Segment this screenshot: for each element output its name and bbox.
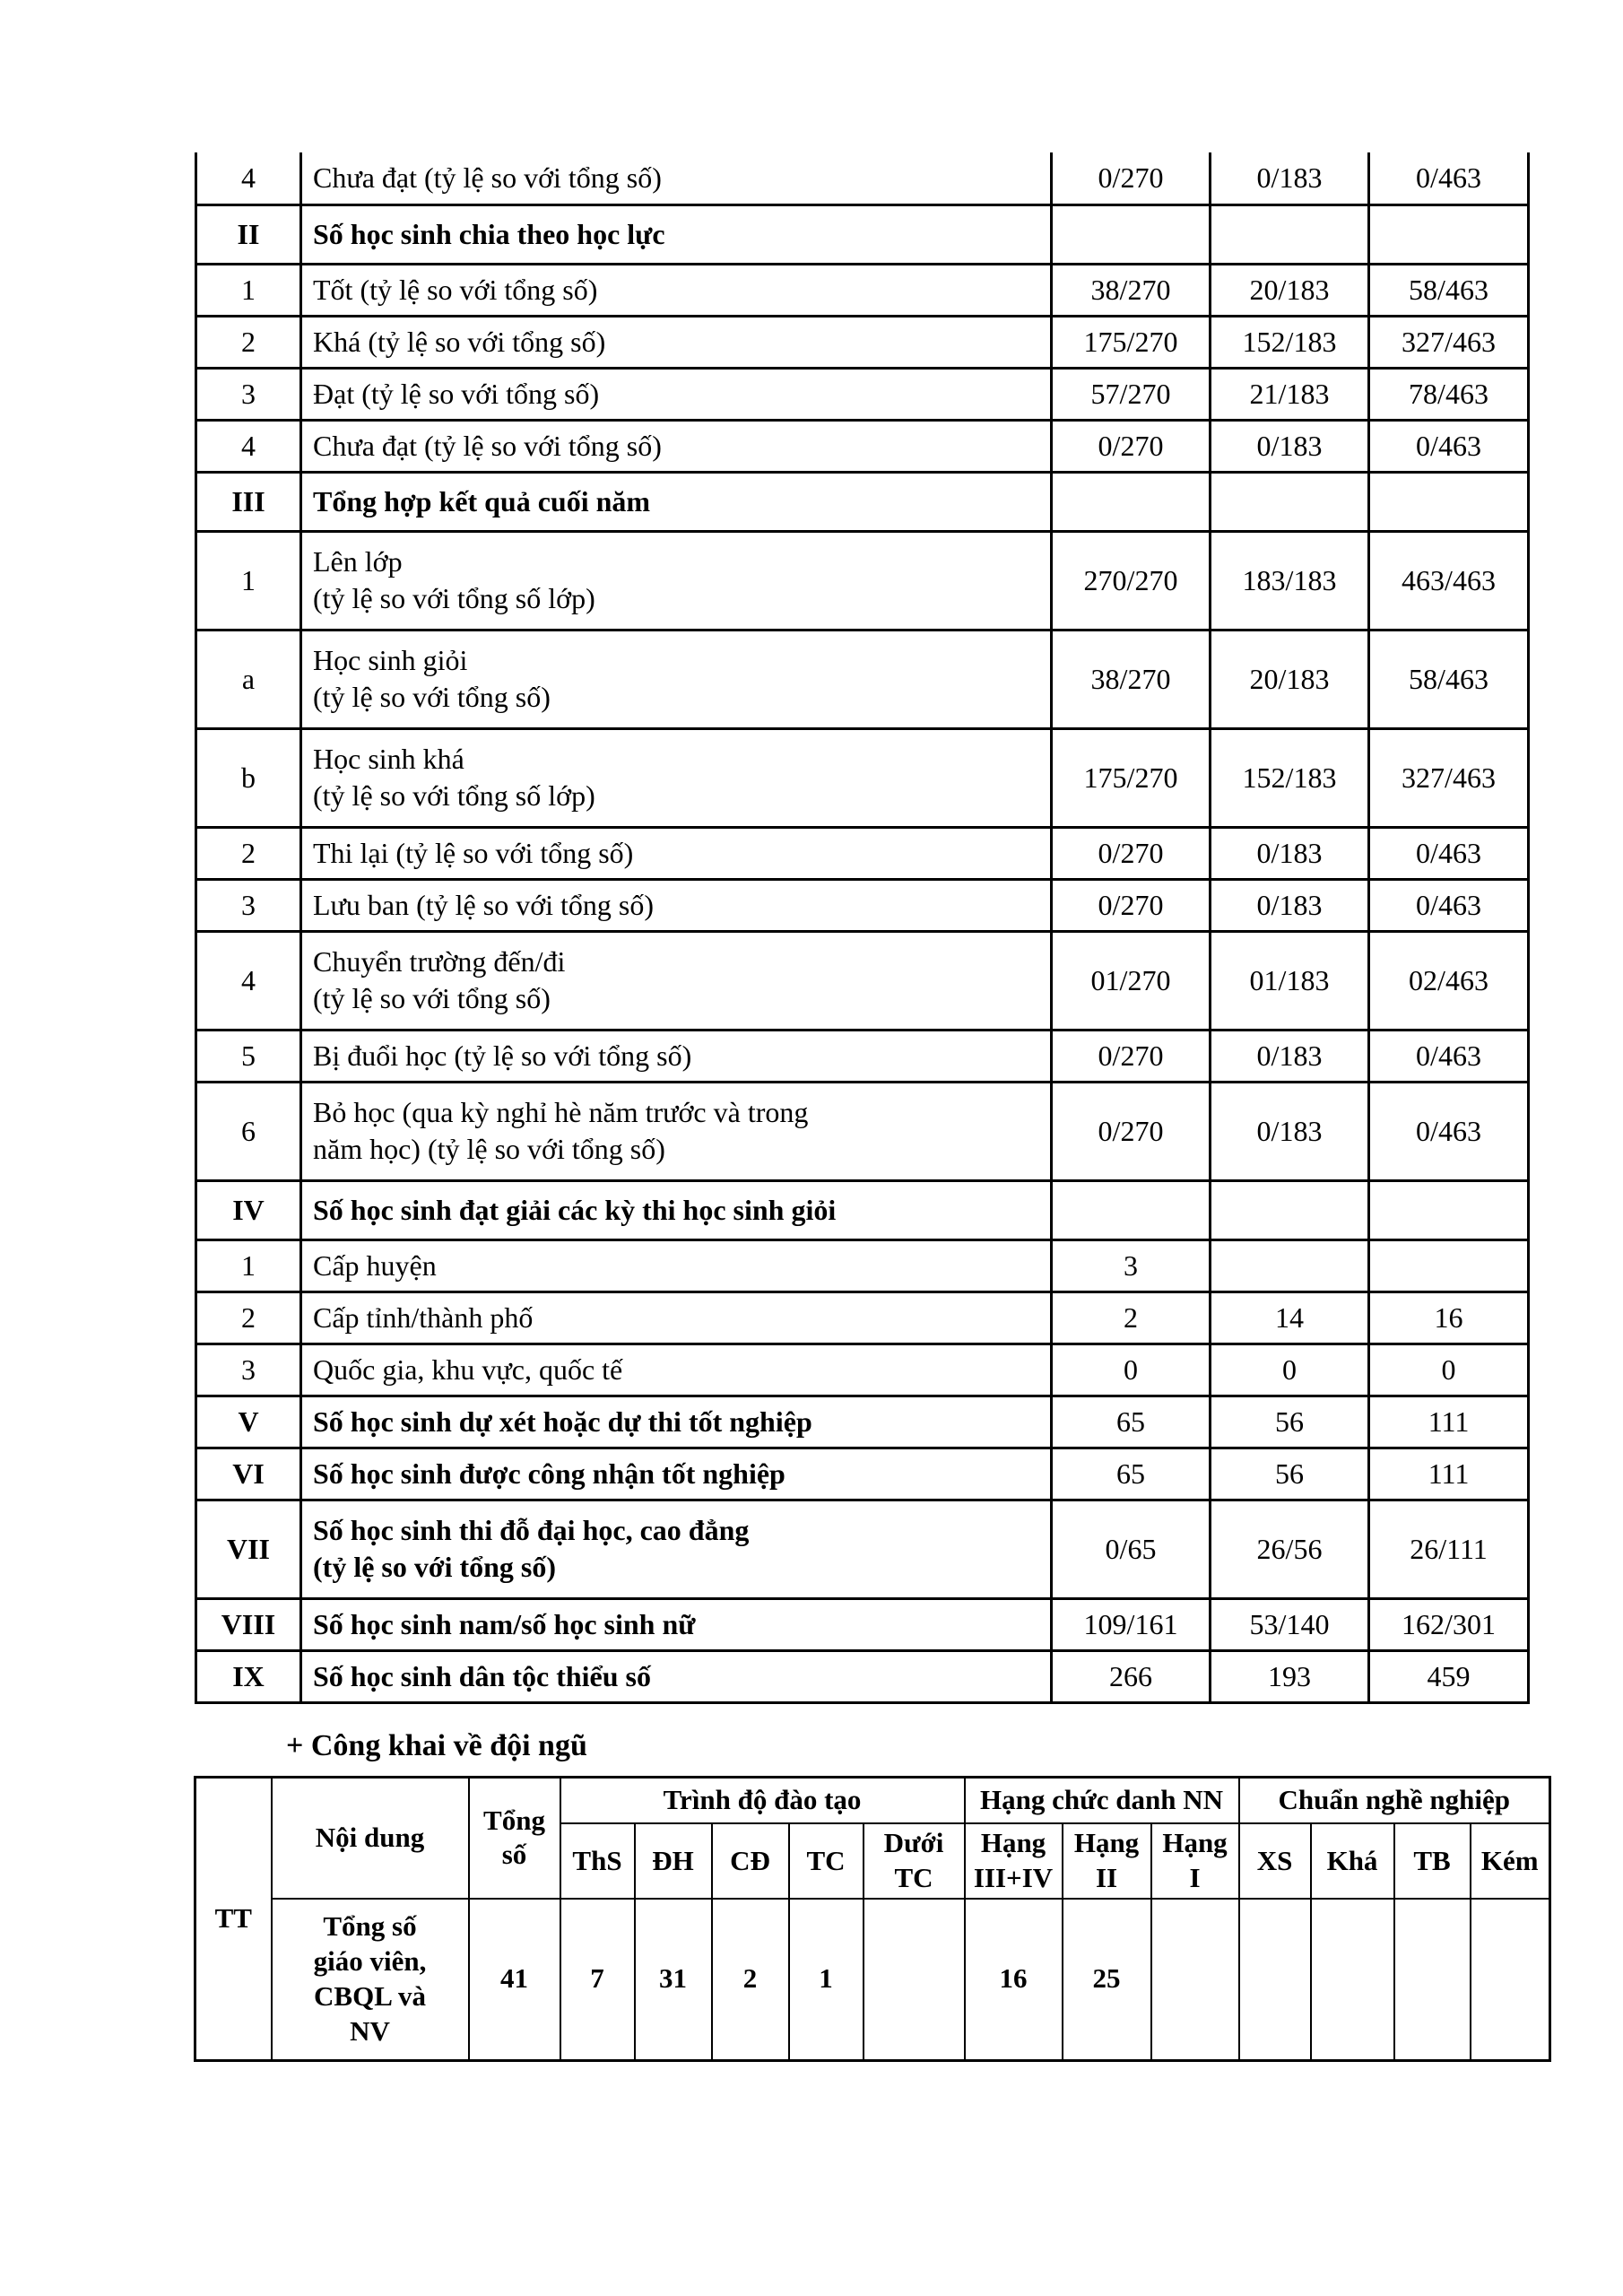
row-value: 0/463 <box>1369 1082 1529 1180</box>
row-value: 0/270 <box>1052 827 1211 879</box>
table-row <box>196 1180 1529 1239</box>
table-row <box>196 204 1529 264</box>
row-index: V <box>196 1396 301 1448</box>
row-value: 0/183 <box>1211 152 1369 204</box>
row-value: 327/463 <box>1369 728 1529 827</box>
row-label: Tổng hợp kết quả cuối năm <box>301 472 1052 531</box>
table-row <box>196 630 1529 728</box>
staff-header-cd: CĐ <box>712 1823 789 1899</box>
row-value: 0/183 <box>1211 827 1369 879</box>
row-value: 38/270 <box>1052 264 1211 316</box>
row-value: 01/270 <box>1052 931 1211 1030</box>
row-value: 58/463 <box>1369 264 1529 316</box>
staff-header-kem: Kém <box>1471 1823 1550 1899</box>
staff-header-hang-ii: Hạng II <box>1063 1823 1151 1899</box>
staff-section-title: + Công khai về đội ngũ <box>286 1728 587 1762</box>
row-index: 3 <box>196 879 301 931</box>
row-index: IX <box>196 1650 301 1702</box>
row-label: Số học sinh nam/số học sinh nữ <box>301 1598 1052 1650</box>
row-label: Học sinh giỏi (tỷ lệ so với tổng số) <box>301 630 1052 728</box>
row-value: 0 <box>1052 1344 1211 1396</box>
staff-body-kha <box>1311 1899 1394 2060</box>
row-value: 0/183 <box>1211 1030 1369 1082</box>
staff-header-tb: TB <box>1394 1823 1471 1899</box>
row-index: 6 <box>196 1082 301 1180</box>
row-label: Lưu ban (tỷ lệ so với tổng số) <box>301 879 1052 931</box>
staff-body-dh: 31 <box>635 1899 712 2060</box>
table-row <box>196 1396 1529 1448</box>
row-label: Cấp tỉnh/thành phố <box>301 1292 1052 1344</box>
row-index: 5 <box>196 1030 301 1082</box>
row-value: 175/270 <box>1052 316 1211 368</box>
staff-header-dh: ĐH <box>635 1823 712 1899</box>
staff-header-kha: Khá <box>1311 1823 1394 1899</box>
row-label: Bị đuổi học (tỷ lệ so với tổng số) <box>301 1030 1052 1082</box>
row-value: 56 <box>1211 1448 1369 1500</box>
staff-body-duoi-tc <box>864 1899 965 2060</box>
row-value: 0/270 <box>1052 1030 1211 1082</box>
row-value: 0/183 <box>1211 1082 1369 1180</box>
staff-body-hang-ii: 25 <box>1063 1899 1151 2060</box>
row-value: 65 <box>1052 1396 1211 1448</box>
staff-body-kem <box>1471 1899 1550 2060</box>
row-label: Số học sinh chia theo học lực <box>301 204 1052 264</box>
row-value: 26/111 <box>1369 1500 1529 1598</box>
row-label: Bỏ học (qua kỳ nghỉ hè năm trước và trong năm học) (tỷ lệ so với tổng số) <box>301 1082 1052 1180</box>
student-results-table-body <box>196 152 1529 1702</box>
row-value: 183/183 <box>1211 531 1369 630</box>
row-value: 01/183 <box>1211 931 1369 1030</box>
row-index: 1 <box>196 264 301 316</box>
staff-header-group-chuan-nghe-nghiep: Chuẩn nghề nghiệp <box>1239 1777 1550 1823</box>
row-index: 2 <box>196 827 301 879</box>
row-value <box>1211 1180 1369 1239</box>
row-value: 459 <box>1369 1650 1529 1702</box>
row-value: 0/270 <box>1052 1082 1211 1180</box>
staff-body-hang-i <box>1151 1899 1239 2060</box>
row-value: 175/270 <box>1052 728 1211 827</box>
row-value <box>1211 472 1369 531</box>
row-value: 26/56 <box>1211 1500 1369 1598</box>
staff-header-noi-dung: Nội dung <box>272 1777 469 1899</box>
row-value: 0/270 <box>1052 879 1211 931</box>
row-value <box>1052 472 1211 531</box>
row-value <box>1369 1180 1529 1239</box>
row-label: Tốt (tỷ lệ so với tổng số) <box>301 264 1052 316</box>
row-value: 14 <box>1211 1292 1369 1344</box>
row-value: 0/463 <box>1369 420 1529 472</box>
row-value: 0 <box>1369 1344 1529 1396</box>
row-value: 2 <box>1052 1292 1211 1344</box>
row-value: 78/463 <box>1369 368 1529 420</box>
row-value: 16 <box>1369 1292 1529 1344</box>
row-value: 20/183 <box>1211 630 1369 728</box>
staff-header-hang-iii-iv: Hạng III+IV <box>965 1823 1063 1899</box>
row-index: VI <box>196 1448 301 1500</box>
table-row <box>196 728 1529 827</box>
table-row <box>196 1650 1529 1702</box>
row-value: 20/183 <box>1211 264 1369 316</box>
row-value: 0 <box>1211 1344 1369 1396</box>
row-value <box>1369 204 1529 264</box>
staff-body-row <box>195 1899 1550 2060</box>
row-value: 3 <box>1052 1239 1211 1292</box>
table-row <box>196 1598 1529 1650</box>
row-value: 270/270 <box>1052 531 1211 630</box>
row-label: Chưa đạt (tỷ lệ so với tổng số) <box>301 152 1052 204</box>
table-row <box>196 931 1529 1030</box>
row-label: Số học sinh đạt giải các kỳ thi học sinh giỏi <box>301 1180 1052 1239</box>
row-value: 152/183 <box>1211 728 1369 827</box>
staff-body-xs <box>1239 1899 1311 2060</box>
row-index: 1 <box>196 531 301 630</box>
row-value: 21/183 <box>1211 368 1369 420</box>
row-value: 266 <box>1052 1650 1211 1702</box>
table-row <box>196 264 1529 316</box>
row-label: Số học sinh dân tộc thiểu số <box>301 1650 1052 1702</box>
row-index: 3 <box>196 368 301 420</box>
table-row <box>196 531 1529 630</box>
row-value: 193 <box>1211 1650 1369 1702</box>
staff-body-hang-iii-iv: 16 <box>965 1899 1063 2060</box>
row-value: 58/463 <box>1369 630 1529 728</box>
staff-header-hang-i: Hạng I <box>1151 1823 1239 1899</box>
row-index: 3 <box>196 1344 301 1396</box>
row-value: 0/463 <box>1369 1030 1529 1082</box>
row-label: Số học sinh thi đỗ đại học, cao đẳng (tỷ lệ so với tổng số) <box>301 1500 1052 1598</box>
row-label: Chuyển trường đến/đi (tỷ lệ so với tổng số) <box>301 931 1052 1030</box>
staff-body-tc: 1 <box>789 1899 864 2060</box>
table-row <box>196 827 1529 879</box>
row-value: 0/463 <box>1369 827 1529 879</box>
table-row <box>196 368 1529 420</box>
staff-header-group-trinh-do-dao-tao: Trình độ đào tạo <box>560 1777 965 1823</box>
student-results-table <box>195 152 1530 1704</box>
row-index: VIII <box>196 1598 301 1650</box>
row-index: 4 <box>196 420 301 472</box>
staff-body-label: Tổng số giáo viên, CBQL và NV <box>272 1899 469 2060</box>
table-row <box>196 316 1529 368</box>
staff-body-tong-so: 41 <box>469 1899 560 2060</box>
staff-header-tt: TT <box>195 1777 272 2060</box>
row-index: III <box>196 472 301 531</box>
table-row <box>196 472 1529 531</box>
row-index: b <box>196 728 301 827</box>
staff-header-row-1 <box>195 1777 1550 1823</box>
row-index: II <box>196 204 301 264</box>
row-value: 57/270 <box>1052 368 1211 420</box>
row-value: 327/463 <box>1369 316 1529 368</box>
table-row <box>196 1448 1529 1500</box>
staff-header-tc: TC <box>789 1823 864 1899</box>
row-value <box>1369 472 1529 531</box>
document-content <box>195 152 1558 2062</box>
row-value: 111 <box>1369 1396 1529 1448</box>
row-index: 4 <box>196 931 301 1030</box>
row-value: 0/183 <box>1211 420 1369 472</box>
row-value: 0/270 <box>1052 420 1211 472</box>
table-row <box>196 1239 1529 1292</box>
table-row <box>196 1082 1529 1180</box>
table-row <box>196 879 1529 931</box>
row-index: 1 <box>196 1239 301 1292</box>
row-value: 0/463 <box>1369 152 1529 204</box>
row-value: 152/183 <box>1211 316 1369 368</box>
table-row <box>196 1344 1529 1396</box>
row-index: 2 <box>196 316 301 368</box>
staff-body-ths: 7 <box>560 1899 635 2060</box>
staff-table <box>194 1776 1551 2062</box>
row-index: VII <box>196 1500 301 1598</box>
row-label: Chưa đạt (tỷ lệ so với tổng số) <box>301 420 1052 472</box>
row-label: Đạt (tỷ lệ so với tổng số) <box>301 368 1052 420</box>
staff-header-ths: ThS <box>560 1823 635 1899</box>
row-value: 53/140 <box>1211 1598 1369 1650</box>
row-label: Khá (tỷ lệ so với tổng số) <box>301 316 1052 368</box>
row-value: 65 <box>1052 1448 1211 1500</box>
row-index: a <box>196 630 301 728</box>
staff-header-group-hang-chuc-danh-nn: Hạng chức danh NN <box>965 1777 1239 1823</box>
row-index: IV <box>196 1180 301 1239</box>
row-value: 02/463 <box>1369 931 1529 1030</box>
row-value: 0/65 <box>1052 1500 1211 1598</box>
row-index: 4 <box>196 152 301 204</box>
row-value <box>1369 1239 1529 1292</box>
row-value <box>1211 204 1369 264</box>
row-value <box>1052 1180 1211 1239</box>
row-label: Lên lớp (tỷ lệ so với tổng số lớp) <box>301 531 1052 630</box>
row-value: 56 <box>1211 1396 1369 1448</box>
table-row <box>196 1292 1529 1344</box>
table-row <box>196 1030 1529 1082</box>
row-label: Thi lại (tỷ lệ so với tổng số) <box>301 827 1052 879</box>
table-row <box>196 420 1529 472</box>
row-label: Quốc gia, khu vực, quốc tế <box>301 1344 1052 1396</box>
staff-header-tong-so: Tổng số <box>469 1777 560 1899</box>
row-label: Số học sinh được công nhận tốt nghiệp <box>301 1448 1052 1500</box>
row-label: Số học sinh dự xét hoặc dự thi tốt nghiệp <box>301 1396 1052 1448</box>
row-label: Học sinh khá (tỷ lệ so với tổng số lớp) <box>301 728 1052 827</box>
staff-body-tb <box>1394 1899 1471 2060</box>
row-value: 463/463 <box>1369 531 1529 630</box>
row-value: 111 <box>1369 1448 1529 1500</box>
staff-header-duoi-tc: Dưới TC <box>864 1823 965 1899</box>
row-value: 0/463 <box>1369 879 1529 931</box>
row-value: 0/183 <box>1211 879 1369 931</box>
staff-body-cd: 2 <box>712 1899 789 2060</box>
row-index: 2 <box>196 1292 301 1344</box>
row-value: 162/301 <box>1369 1598 1529 1650</box>
row-label: Cấp huyện <box>301 1239 1052 1292</box>
row-value: 109/161 <box>1052 1598 1211 1650</box>
row-value <box>1052 204 1211 264</box>
table-row <box>196 152 1529 204</box>
row-value: 38/270 <box>1052 630 1211 728</box>
row-value <box>1211 1239 1369 1292</box>
row-value: 0/270 <box>1052 152 1211 204</box>
table-row <box>196 1500 1529 1598</box>
staff-header-xs: XS <box>1239 1823 1311 1899</box>
